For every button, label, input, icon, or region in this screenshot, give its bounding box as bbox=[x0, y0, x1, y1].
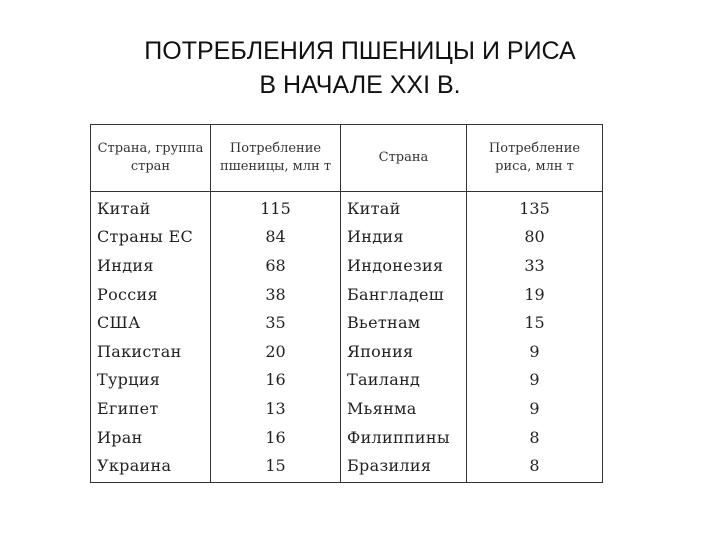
wheat-country-cell: Украина bbox=[91, 451, 211, 482]
rice-country-cell: Китай bbox=[341, 192, 467, 223]
table-row bbox=[91, 366, 603, 395]
wheat-value-cell: 16 bbox=[211, 366, 341, 395]
wheat-value-cell: 13 bbox=[211, 394, 341, 423]
consumption-table bbox=[90, 124, 603, 483]
rice-value-cell: 8 bbox=[467, 423, 603, 452]
wheat-value-cell: 35 bbox=[211, 308, 341, 337]
rice-value-cell: 135 bbox=[467, 192, 603, 223]
rice-country-cell: Таиланд bbox=[341, 366, 467, 395]
wheat-country-cell: США bbox=[91, 308, 211, 337]
wheat-value-cell: 115 bbox=[211, 192, 341, 223]
table-row bbox=[91, 394, 603, 423]
wheat-country-cell: Россия bbox=[91, 280, 211, 309]
rice-country-cell: Вьетнам bbox=[341, 308, 467, 337]
rice-value-cell: 80 bbox=[467, 223, 603, 252]
rice-country-cell: Япония bbox=[341, 337, 467, 366]
wheat-country-cell: Египет bbox=[91, 394, 211, 423]
table-row bbox=[91, 423, 603, 452]
table-row bbox=[91, 308, 603, 337]
wheat-country-cell: Страны ЕС bbox=[91, 223, 211, 252]
table-row bbox=[91, 337, 603, 366]
rice-value-cell: 15 bbox=[467, 308, 603, 337]
wheat-country-cell: Индия bbox=[91, 251, 211, 280]
rice-value-cell: 19 bbox=[467, 280, 603, 309]
wheat-value-cell: 16 bbox=[211, 423, 341, 452]
table-row bbox=[91, 192, 603, 223]
rice-value-cell: 9 bbox=[467, 366, 603, 395]
page-title bbox=[0, 34, 720, 102]
rice-country-cell: Филиппины bbox=[341, 423, 467, 452]
table-row bbox=[91, 451, 603, 482]
wheat-value-cell: 38 bbox=[211, 280, 341, 309]
title-line-2: В НАЧАЛЕ XXI В. bbox=[259, 71, 461, 99]
rice-value-cell: 9 bbox=[467, 337, 603, 366]
table-row bbox=[91, 251, 603, 280]
wheat-country-cell: Турция bbox=[91, 366, 211, 395]
table-row bbox=[91, 223, 603, 252]
wheat-country-cell: Пакистан bbox=[91, 337, 211, 366]
rice-value-cell: 8 bbox=[467, 451, 603, 482]
header-rice-consumption: Потребление риса, млн т bbox=[467, 125, 603, 192]
title-line-1: ПОТРЕБЛЕНИЯ ПШЕНИЦЫ И РИСА bbox=[144, 37, 576, 65]
header-wheat-consumption: Потребление пшеницы, млн т bbox=[211, 125, 341, 192]
wheat-value-cell: 68 bbox=[211, 251, 341, 280]
rice-country-cell: Мьянма bbox=[341, 394, 467, 423]
wheat-country-cell: Китай bbox=[91, 192, 211, 223]
header-rice-country: Страна bbox=[341, 125, 467, 192]
rice-country-cell: Бразилия bbox=[341, 451, 467, 482]
table-header-row bbox=[91, 125, 603, 192]
rice-country-cell: Бангладеш bbox=[341, 280, 467, 309]
wheat-country-cell: Иран bbox=[91, 423, 211, 452]
rice-value-cell: 33 bbox=[467, 251, 603, 280]
wheat-value-cell: 20 bbox=[211, 337, 341, 366]
wheat-value-cell: 15 bbox=[211, 451, 341, 482]
header-wheat-country: Страна, группа стран bbox=[91, 125, 211, 192]
rice-country-cell: Индия bbox=[341, 223, 467, 252]
table-row bbox=[91, 280, 603, 309]
rice-value-cell: 9 bbox=[467, 394, 603, 423]
wheat-value-cell: 84 bbox=[211, 223, 341, 252]
rice-country-cell: Индонезия bbox=[341, 251, 467, 280]
